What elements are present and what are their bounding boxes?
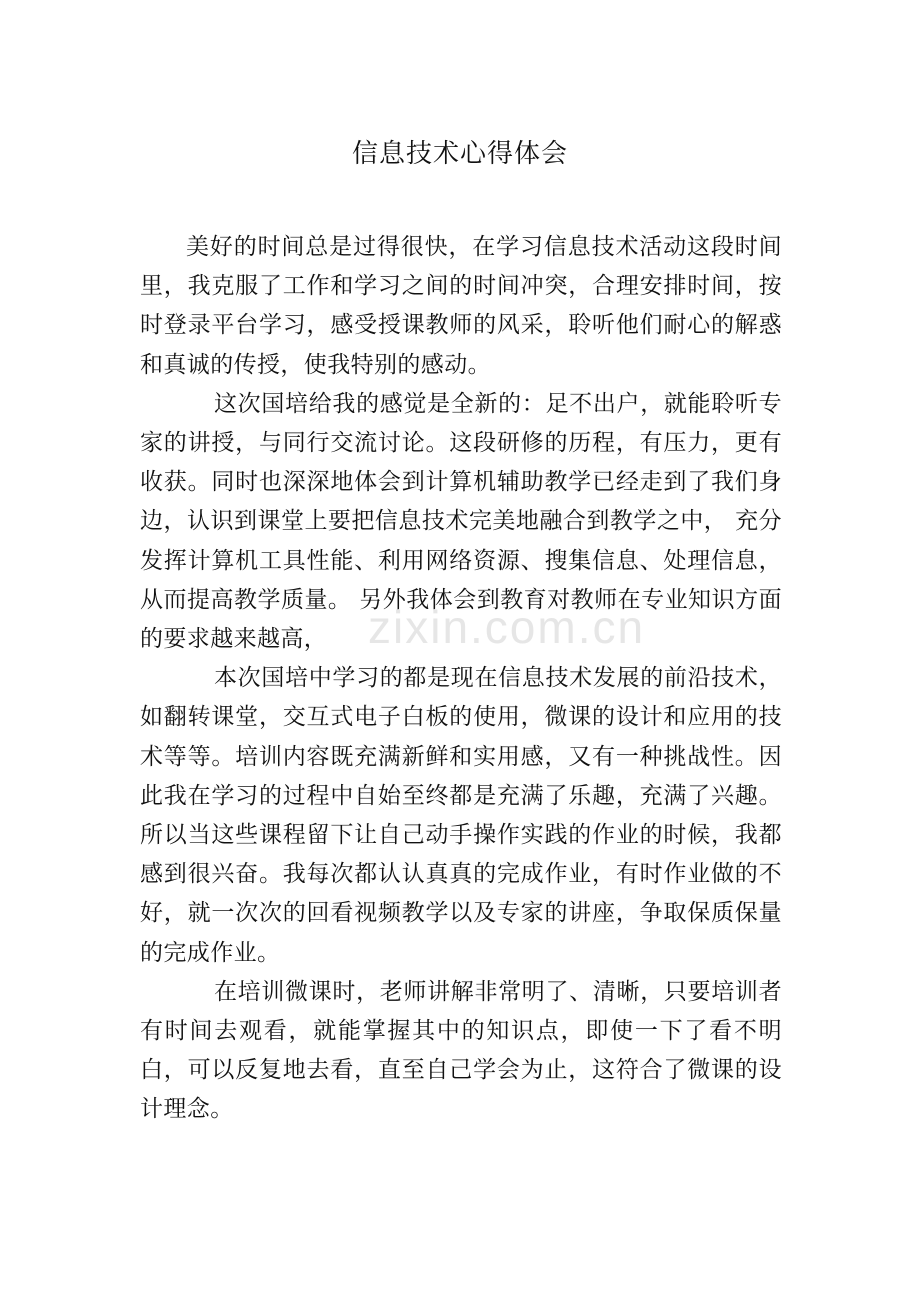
paragraph-3: 本次国培中学习的都是现在信息技术发展的前沿技术，如翻转课堂，交互式电子白板的使用，微课的设计和应用的技术等等。培训内容既充满新鲜和实用感，又有一种挑战性。因此我在学习的过程中自始至终都是充满了乐趣，充满了兴趣。所以当这些课程留下让自己动手操作实践的作业的时候，我都感到很兴奋。我每次都认认真真的完成作业，有时作业做的不好，就一次次的回看视频教学以及专家的讲座，争取保质保量的完成作业。 xyxy=(140,665,782,966)
paragraph-4: 在培训微课时，老师讲解非常明了、清晰，只要培训者有时间去观看，就能掌握其中的知识点，即使一下了看不明白，可以反复地去看，直至自己学会为止，这符合了微课的设计理念。 xyxy=(140,978,782,1123)
document-body xyxy=(140,228,782,1130)
paragraph-2: 这次国培给我的感觉是全新的：足不出户，就能聆听专家的讲授，与同行交流讨论。这段研修的历程，有压力，更有收获。同时也深深地体会到计算机辅助教学已经走到了我们身边，认识到课堂上要把信息技术完美地融合到教学之中， 充分发挥计算机工具性能、利用网络资源、搜集信息、处理信息， 从而提高教学质量。 另外我体会到教育对教师在专业知识方面的要求越来越高， xyxy=(140,390,782,653)
paragraph-1: 美好的时间总是过得很快，在学习信息技术活动这段时间里，我克服了工作和学习之间的时间冲突，合理安排时间，按时登录平台学习，感受授课教师的风采，聆听他们耐心的解惑和真诚的传授，使我特别的感动。 xyxy=(140,234,782,378)
watermark: zixin.com.cn xyxy=(368,601,646,653)
document-title: 信息技术心得体会 xyxy=(351,139,568,169)
